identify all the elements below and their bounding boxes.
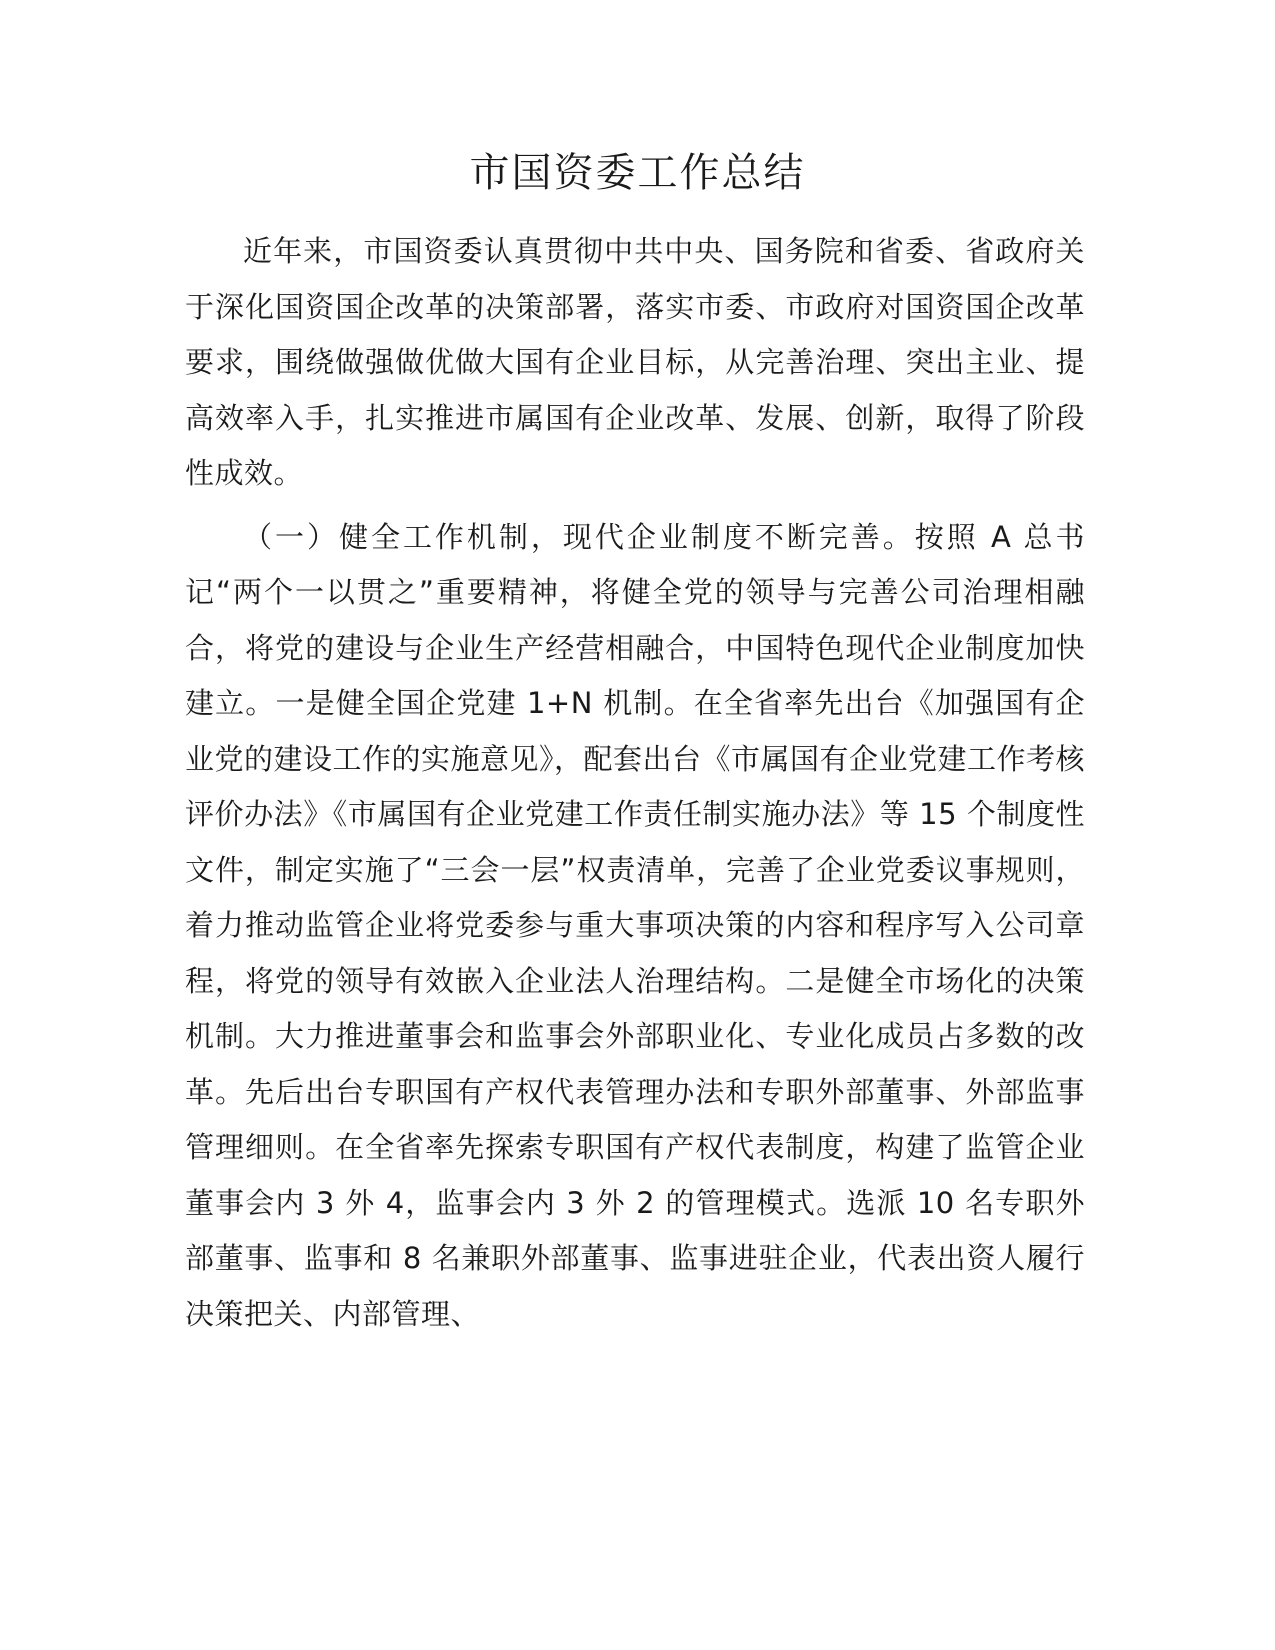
document-body	[185, 224, 1085, 1342]
paragraph-section-1: （一）健全工作机制，现代企业制度不断完善。按照 A 总书记“两个一以贯之”重要精神，将健全党的领导与完善公司治理相融合，将党的建设与企业生产经营相融合，中国特色现代企业制度加快建立。一是健全国企党建 1+N 机制。在全省率先出台《加强国有企业党的建设工作的实施意见》，配套出台《市属国有企业党建工作考核评价办法》《市属国有企业党建工作责任制实施办法》等 15 个制度性文件，制定实施了“三会一层”权责清单，完善了企业党委议事规则，着力推动监管企业将党委参与重大事项决策的内容和程序写入公司章程，将党的领导有效嵌入企业法人治理结构。二是健全市场化的决策机制。大力推进董事会和监事会外部职业化、专业化成员占多数的改革。先后出台专职国有产权代表管理办法和专职外部董事、外部监事管理细则。在全省率先探索专职国有产权代表制度，构建了监管企业董事会内 3 外 4，监事会内 3 外 2 的管理模式。选派 10 名专职外部董事、监事和 8 名兼职外部董事、监事进驻企业，代表出资人履行决策把关、内部管理、	[185, 519, 1086, 1331]
paragraph-intro: 近年来，市国资委认真贯彻中共中央、国务院和省委、省政府关于深化国资国企改革的决策部署，落实市委、市政府对国资国企改革要求，围绕做强做优做大国有企业目标，从完善治理、突出主业、提高效率入手，扎实推进市属国有企业改革、发展、创新，取得了阶段性成效。	[185, 234, 1085, 490]
document-title: 市国资委工作总结	[469, 150, 806, 196]
